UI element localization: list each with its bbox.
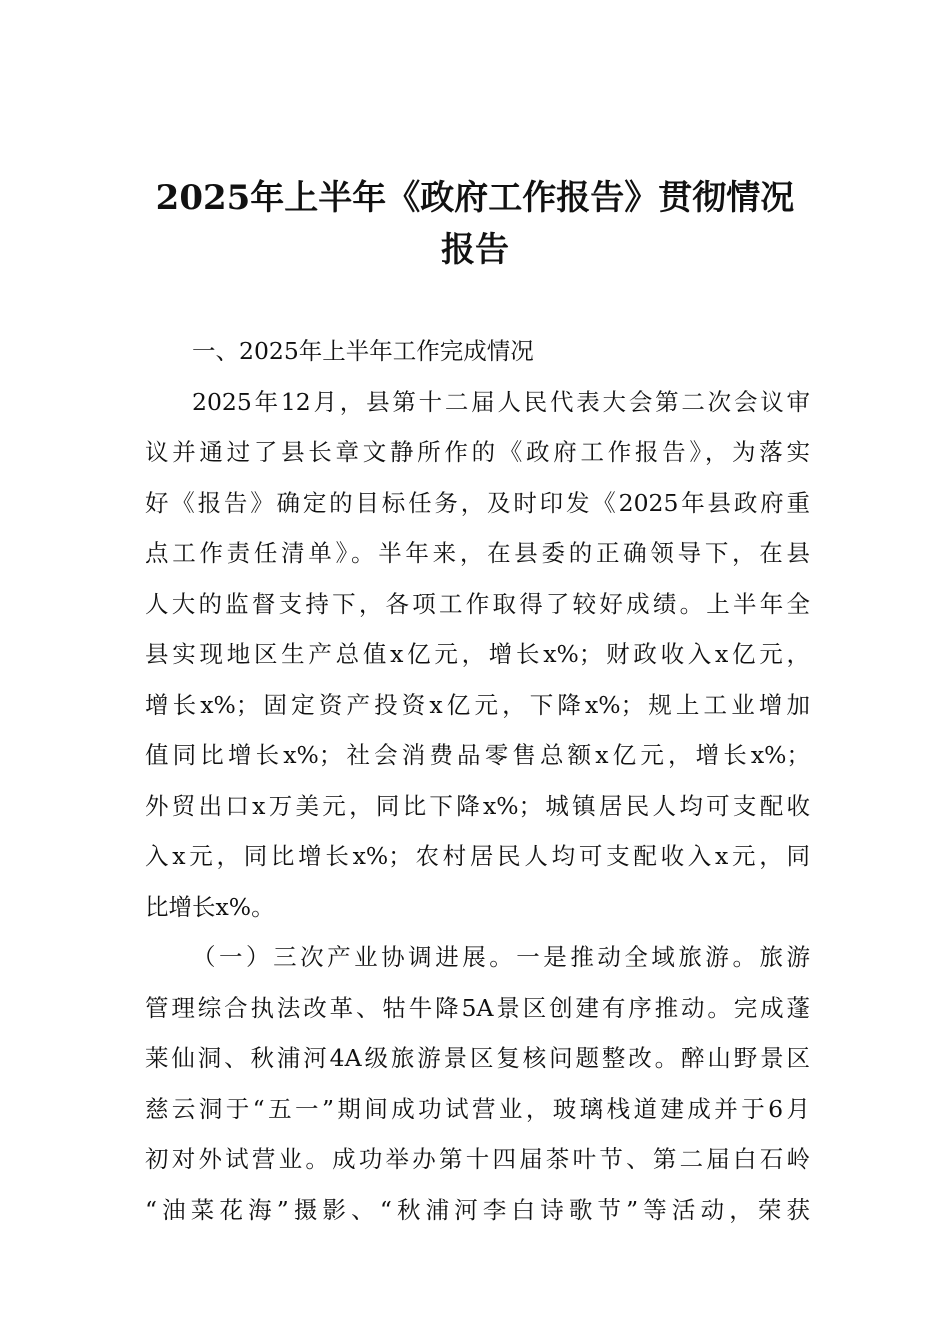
paragraph-line: 慈云洞于“五一”期间成功试营业，玻璃栈道建成并于6月 (145, 1094, 810, 1123)
paragraph-line: 莱仙洞、秋浦河4A级旅游景区复核问题整改。醉山野景区 (145, 1044, 810, 1072)
paragraph-line: 入x元，同比增长x%；农村居民人均可支配收入x元，同 (145, 842, 810, 870)
paragraph-line: 点工作责任清单》。半年来，在县委的正确领导下，在县 (145, 539, 810, 567)
paragraph-line: 2025年12月，县第十二届人民代表大会第二次会议审 (192, 387, 810, 416)
paragraph-line: 增长x%；固定资产投资x亿元，下降x%；规上工业增加 (145, 690, 810, 719)
paragraph-line: 人大的监督支持下，各项工作取得了较好成绩。上半年全 (145, 589, 810, 618)
paragraph-line: （一）三次产业协调进展。一是推动全域旅游。旅游 (192, 943, 810, 971)
paragraph-line: 管理综合执法改革、牯牛降5A景区创建有序推动。完成蓬 (145, 993, 810, 1022)
paragraph-line: 县实现地区生产总值x亿元，增长x%；财政收入x亿元， (145, 640, 810, 668)
title-line-2: 报告 (441, 230, 509, 270)
paragraph-line: 比增长x%。 (145, 892, 275, 921)
paragraph-line: 外贸出口x万美元，同比下降x%；城镇居民人均可支配收 (145, 791, 810, 820)
document-title (120, 172, 830, 276)
paragraph-overview (145, 377, 810, 933)
paragraph-industry (145, 932, 810, 1235)
paragraph-line: “油菜花海”摄影、“秋浦河李白诗歌节”等活动，荣获 (145, 1195, 810, 1224)
paragraph-line: 初对外试营业。成功举办第十四届茶叶节、第二届白石岭 (145, 1145, 810, 1173)
title-line-1: 2025年上半年《政府工作报告》贯彻情况 (155, 178, 795, 218)
paragraph-line: 好《报告》确定的目标任务，及时印发《2025年县政府重 (145, 488, 810, 517)
paragraph-line: 值同比增长x%；社会消费品零售总额x亿元，增长x%； (145, 741, 810, 769)
paragraph-line: 议并通过了县长章文静所作的《政府工作报告》，为落实 (145, 438, 810, 466)
document-body (145, 326, 810, 1235)
section-heading: 一、2025年上半年工作完成情况 (192, 337, 534, 365)
